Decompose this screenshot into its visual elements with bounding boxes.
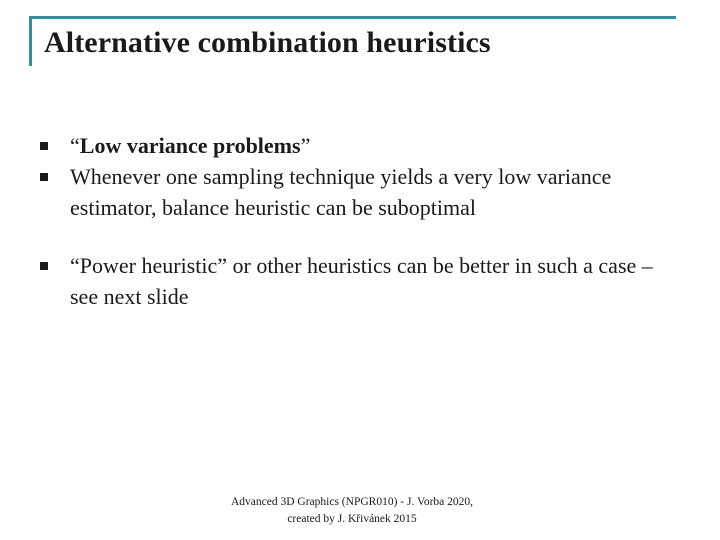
bullet-item: [40, 161, 680, 223]
title-frame-top-rule: [29, 16, 676, 19]
footer-line: created by J. Křivánek 2015: [287, 513, 417, 525]
title-frame-left-rule: [29, 16, 32, 66]
square-bullet-icon: [40, 173, 48, 181]
bullet-list: [40, 130, 680, 312]
square-bullet-icon: [40, 262, 48, 270]
bullet-text: Whenever one sampling technique yields a very low variance estimator, balance heuristic can be suboptimal: [70, 164, 612, 220]
bullet-item: [40, 250, 680, 312]
bullet-emphasis: Low variance problems: [79, 133, 301, 158]
slide-title: Alternative combination heuristics: [44, 26, 491, 59]
bullet-text: “Power heuristic” or other heuristics can be better in such a case – see next slide: [70, 253, 653, 309]
bullet-item: [40, 130, 680, 161]
open-quote: “: [70, 133, 80, 158]
slide-footer: [180, 494, 524, 528]
close-quote: ”: [300, 133, 311, 158]
square-bullet-icon: [40, 142, 48, 150]
footer-line: Advanced 3D Graphics (NPGR010) - J. Vorba 2020,: [231, 496, 473, 508]
